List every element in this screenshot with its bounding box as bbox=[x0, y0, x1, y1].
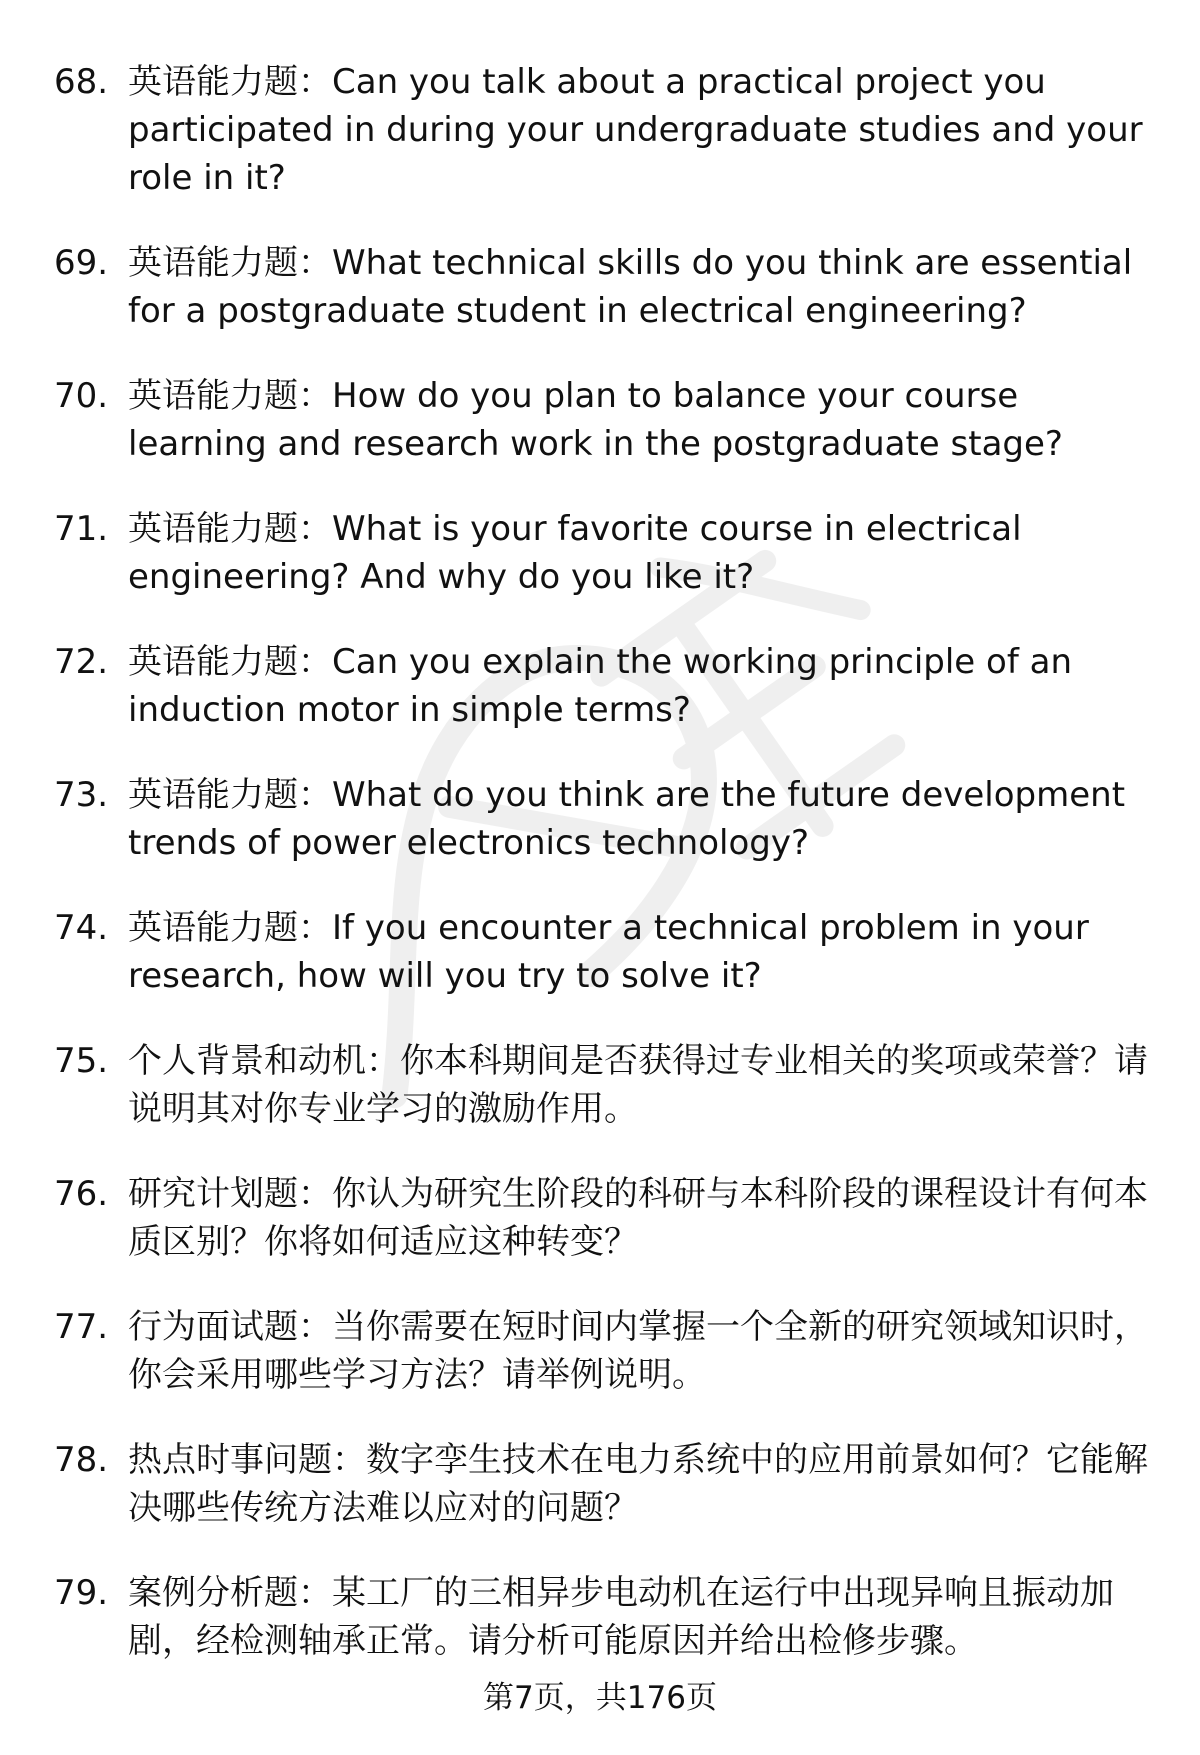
question-item-72 bbox=[54, 638, 1164, 734]
question-number: 68. bbox=[54, 62, 109, 102]
question-number: 74. bbox=[54, 908, 109, 948]
question-number: 72. bbox=[54, 642, 109, 682]
question-text: 热点时事问题：数字孪生技术在电力系统中的应用前景如何？它能解决哪些传统方法难以应对的问题？ bbox=[128, 1440, 1148, 1528]
question-number: 70. bbox=[54, 376, 109, 416]
question-number: 75. bbox=[54, 1041, 109, 1081]
question-number: 73. bbox=[54, 775, 109, 815]
question-item-79 bbox=[54, 1569, 1164, 1665]
question-number: 79. bbox=[54, 1573, 109, 1613]
question-text: 研究计划题：你认为研究生阶段的科研与本科阶段的课程设计有何本质区别？你将如何适应这种转变？ bbox=[128, 1174, 1148, 1262]
question-item-69 bbox=[54, 239, 1164, 335]
question-item-78 bbox=[54, 1436, 1164, 1532]
question-item-71 bbox=[54, 505, 1164, 601]
question-item-74 bbox=[54, 904, 1164, 1000]
question-item-73 bbox=[54, 771, 1164, 867]
question-text: 英语能力题：What is your favorite course in electrical engineering? And why do you like it? bbox=[128, 509, 1022, 597]
question-number: 77. bbox=[54, 1307, 109, 1347]
question-item-70 bbox=[54, 372, 1164, 468]
question-item-68 bbox=[54, 58, 1164, 202]
page-footer: 第7页，共176页 bbox=[483, 1680, 717, 1716]
question-text: 英语能力题：How do you plan to balance your course learning and research work in the postgraduate stage? bbox=[128, 376, 1063, 464]
question-number: 76. bbox=[54, 1174, 109, 1214]
question-item-77 bbox=[54, 1303, 1164, 1399]
question-text: 英语能力题：What technical skills do you think are essential for a postgraduate student in electrical engineering? bbox=[128, 243, 1133, 331]
question-text: 案例分析题：某工厂的三相异步电动机在运行中出现异响且振动加剧，经检测轴承正常。请分析可能原因并给出检修步骤。 bbox=[128, 1573, 1114, 1661]
question-item-76 bbox=[54, 1170, 1164, 1266]
question-number: 69. bbox=[54, 243, 109, 283]
question-number: 71. bbox=[54, 509, 109, 549]
question-item-75 bbox=[54, 1037, 1164, 1133]
question-number: 78. bbox=[54, 1440, 109, 1480]
question-text: 行为面试题：当你需要在短时间内掌握一个全新的研究领域知识时，你会采用哪些学习方法？请举例说明。 bbox=[128, 1307, 1148, 1395]
question-text: 英语能力题：Can you talk about a practical project you participated in during your undergraduate studies and your role in it? bbox=[128, 62, 1143, 198]
question-text: 英语能力题：If you encounter a technical problem in your research, how will you try to solve it? bbox=[128, 908, 1089, 996]
question-text: 英语能力题：Can you explain the working principle of an induction motor in simple terms? bbox=[128, 642, 1072, 730]
question-list bbox=[54, 58, 1164, 1702]
question-text: 个人背景和动机：你本科期间是否获得过专业相关的奖项或荣誉？请说明其对你专业学习的激励作用。 bbox=[128, 1041, 1148, 1129]
question-text: 英语能力题：What do you think are the future development trends of power electronics technology? bbox=[128, 775, 1126, 863]
